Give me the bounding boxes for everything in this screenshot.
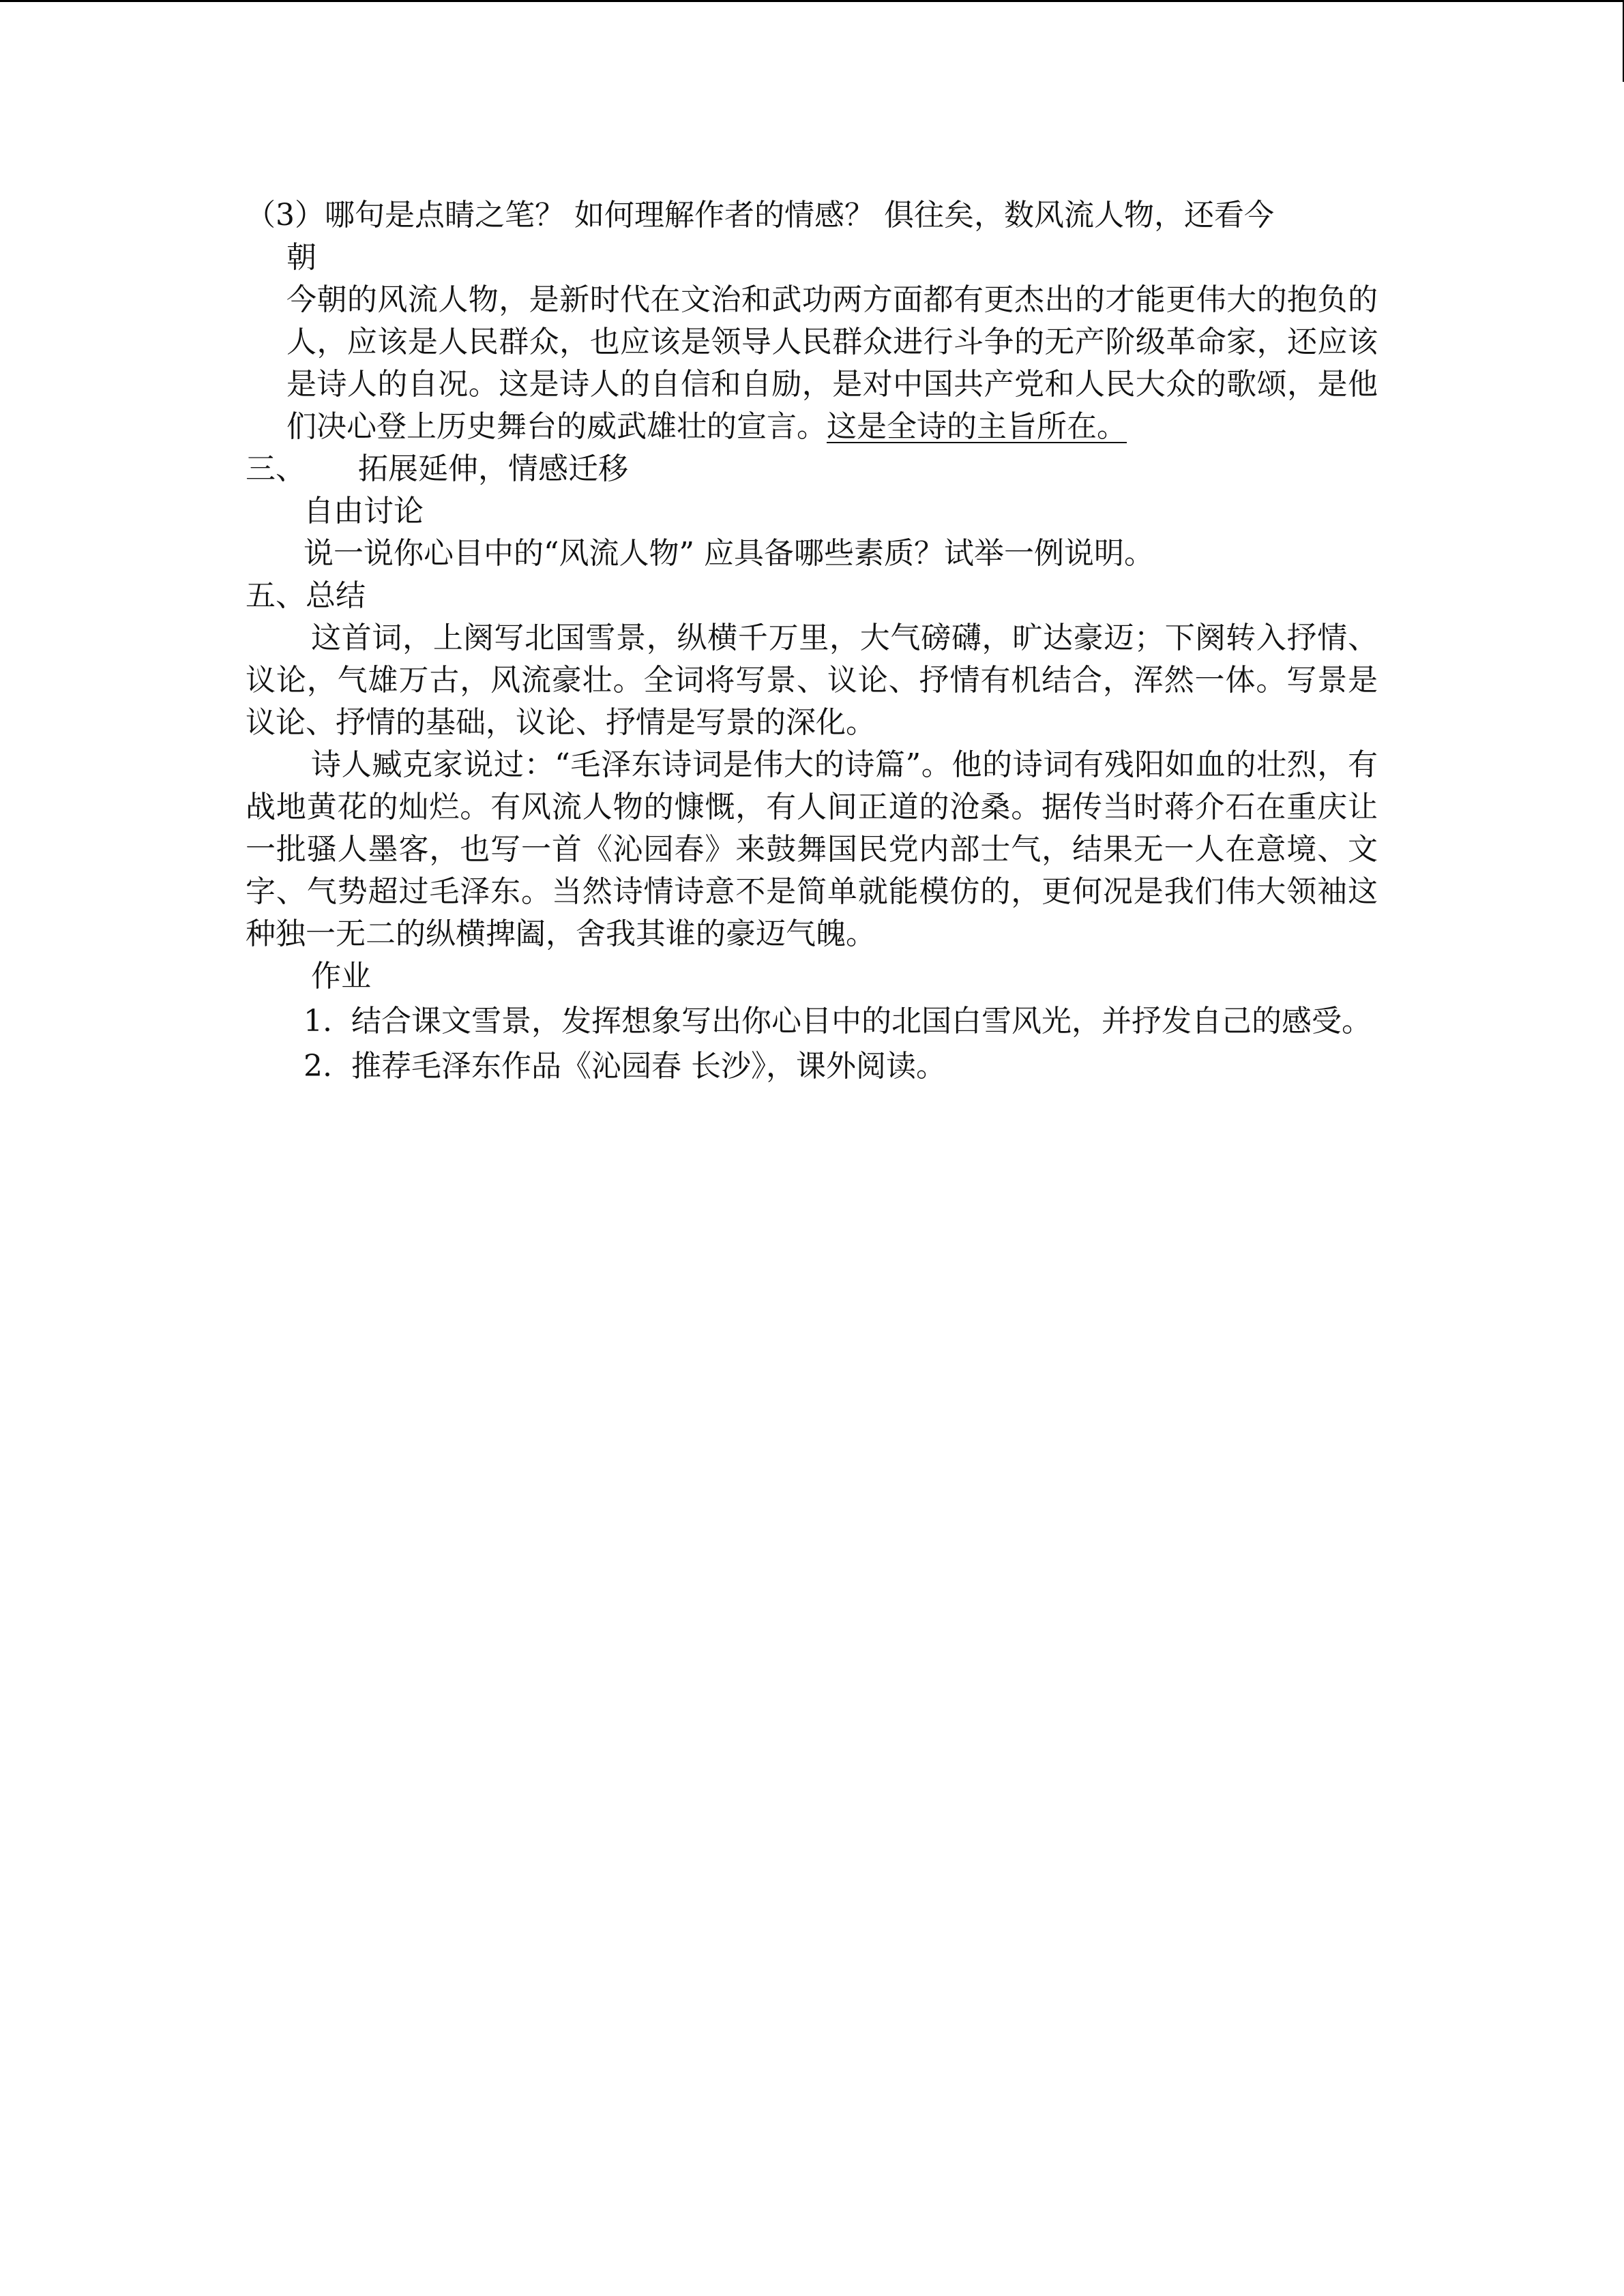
homework-item-2 [246, 1045, 1378, 1088]
summary-paragraph-2: 诗人臧克家说过：“毛泽东诗词是伟大的诗篇”。他的诗词有残阳如血的壮烈，有战地黄花的灿烂。有风流人物的慷慨，有人间正道的沧桑。据传当时蒋介石在重庆让一批骚人墨客，也写一首《沁园春》来鼓舞国民党内部士气，结果无一人在意境、文字、气势超过毛泽东。当然诗情诗意不是简单就能模仿的，更何况是我们伟大领袖这种独一无二的纵横捭阖，舍我其谁的豪迈气魄。 [246, 747, 1378, 951]
homework-item-text: 结合课文雪景，发挥想象写出你心目中的北国白雪风光，并抒发自己的感受。 [351, 1004, 1372, 1039]
section3-title: 拓展延伸，情感迁移 [358, 451, 628, 486]
section5-heading: 五、总结 [246, 578, 366, 613]
q3-question-continued: 朝 [286, 240, 316, 275]
homework-item-number: 1. [304, 1004, 332, 1039]
summary-paragraph-1: 这首词，上阕写北国雪景，纵横千万里，大气磅礴，旷达豪迈；下阕转入抒情、议论，气雄万古，风流豪壮。全词将写景、议论、抒情有机结合，浑然一体。写景是议论、抒情的基础，议论、抒情是写景的深化。 [246, 621, 1378, 740]
homework-label: 作业 [311, 959, 371, 994]
q3-question: （3）哪句是点睛之笔？ 如何理解作者的情感？ 俱往矣，数风流人物，还看今 [246, 198, 1274, 233]
homework-item-text: 推荐毛泽东作品《沁园春 长沙》，课外阅读。 [351, 1049, 946, 1084]
q3-answer-text: 今朝的风流人物，是新时代在文治和武功两方面都有更杰出的才能更伟大的抱负的人，应该是人民群众，也应该是领导人民群众进行斗争的无产阶级革命家，还应该是诗人的自况。这是诗人的自信和自励，是对中国共产党和人民大众的歌颂，是他们决心登上历史舞台的威武雄壮的宣言。 [286, 282, 1378, 444]
section3-prompt: 说一说你心目中的“风流人物” 应具备哪些素质？试举一例说明。 [304, 536, 1154, 571]
document-body [246, 194, 1378, 1088]
q3-answer-underlined: 这是全诗的主旨所在。 [827, 409, 1127, 444]
homework-item-1 [246, 1000, 1378, 1043]
q3-answer [246, 279, 1378, 448]
section3-heading [246, 448, 1378, 490]
homework-item-number: 2. [304, 1049, 332, 1084]
section3-number: 三、 [246, 451, 306, 486]
page-top-border [0, 0, 1624, 2]
section3-subheading: 自由讨论 [304, 494, 424, 528]
